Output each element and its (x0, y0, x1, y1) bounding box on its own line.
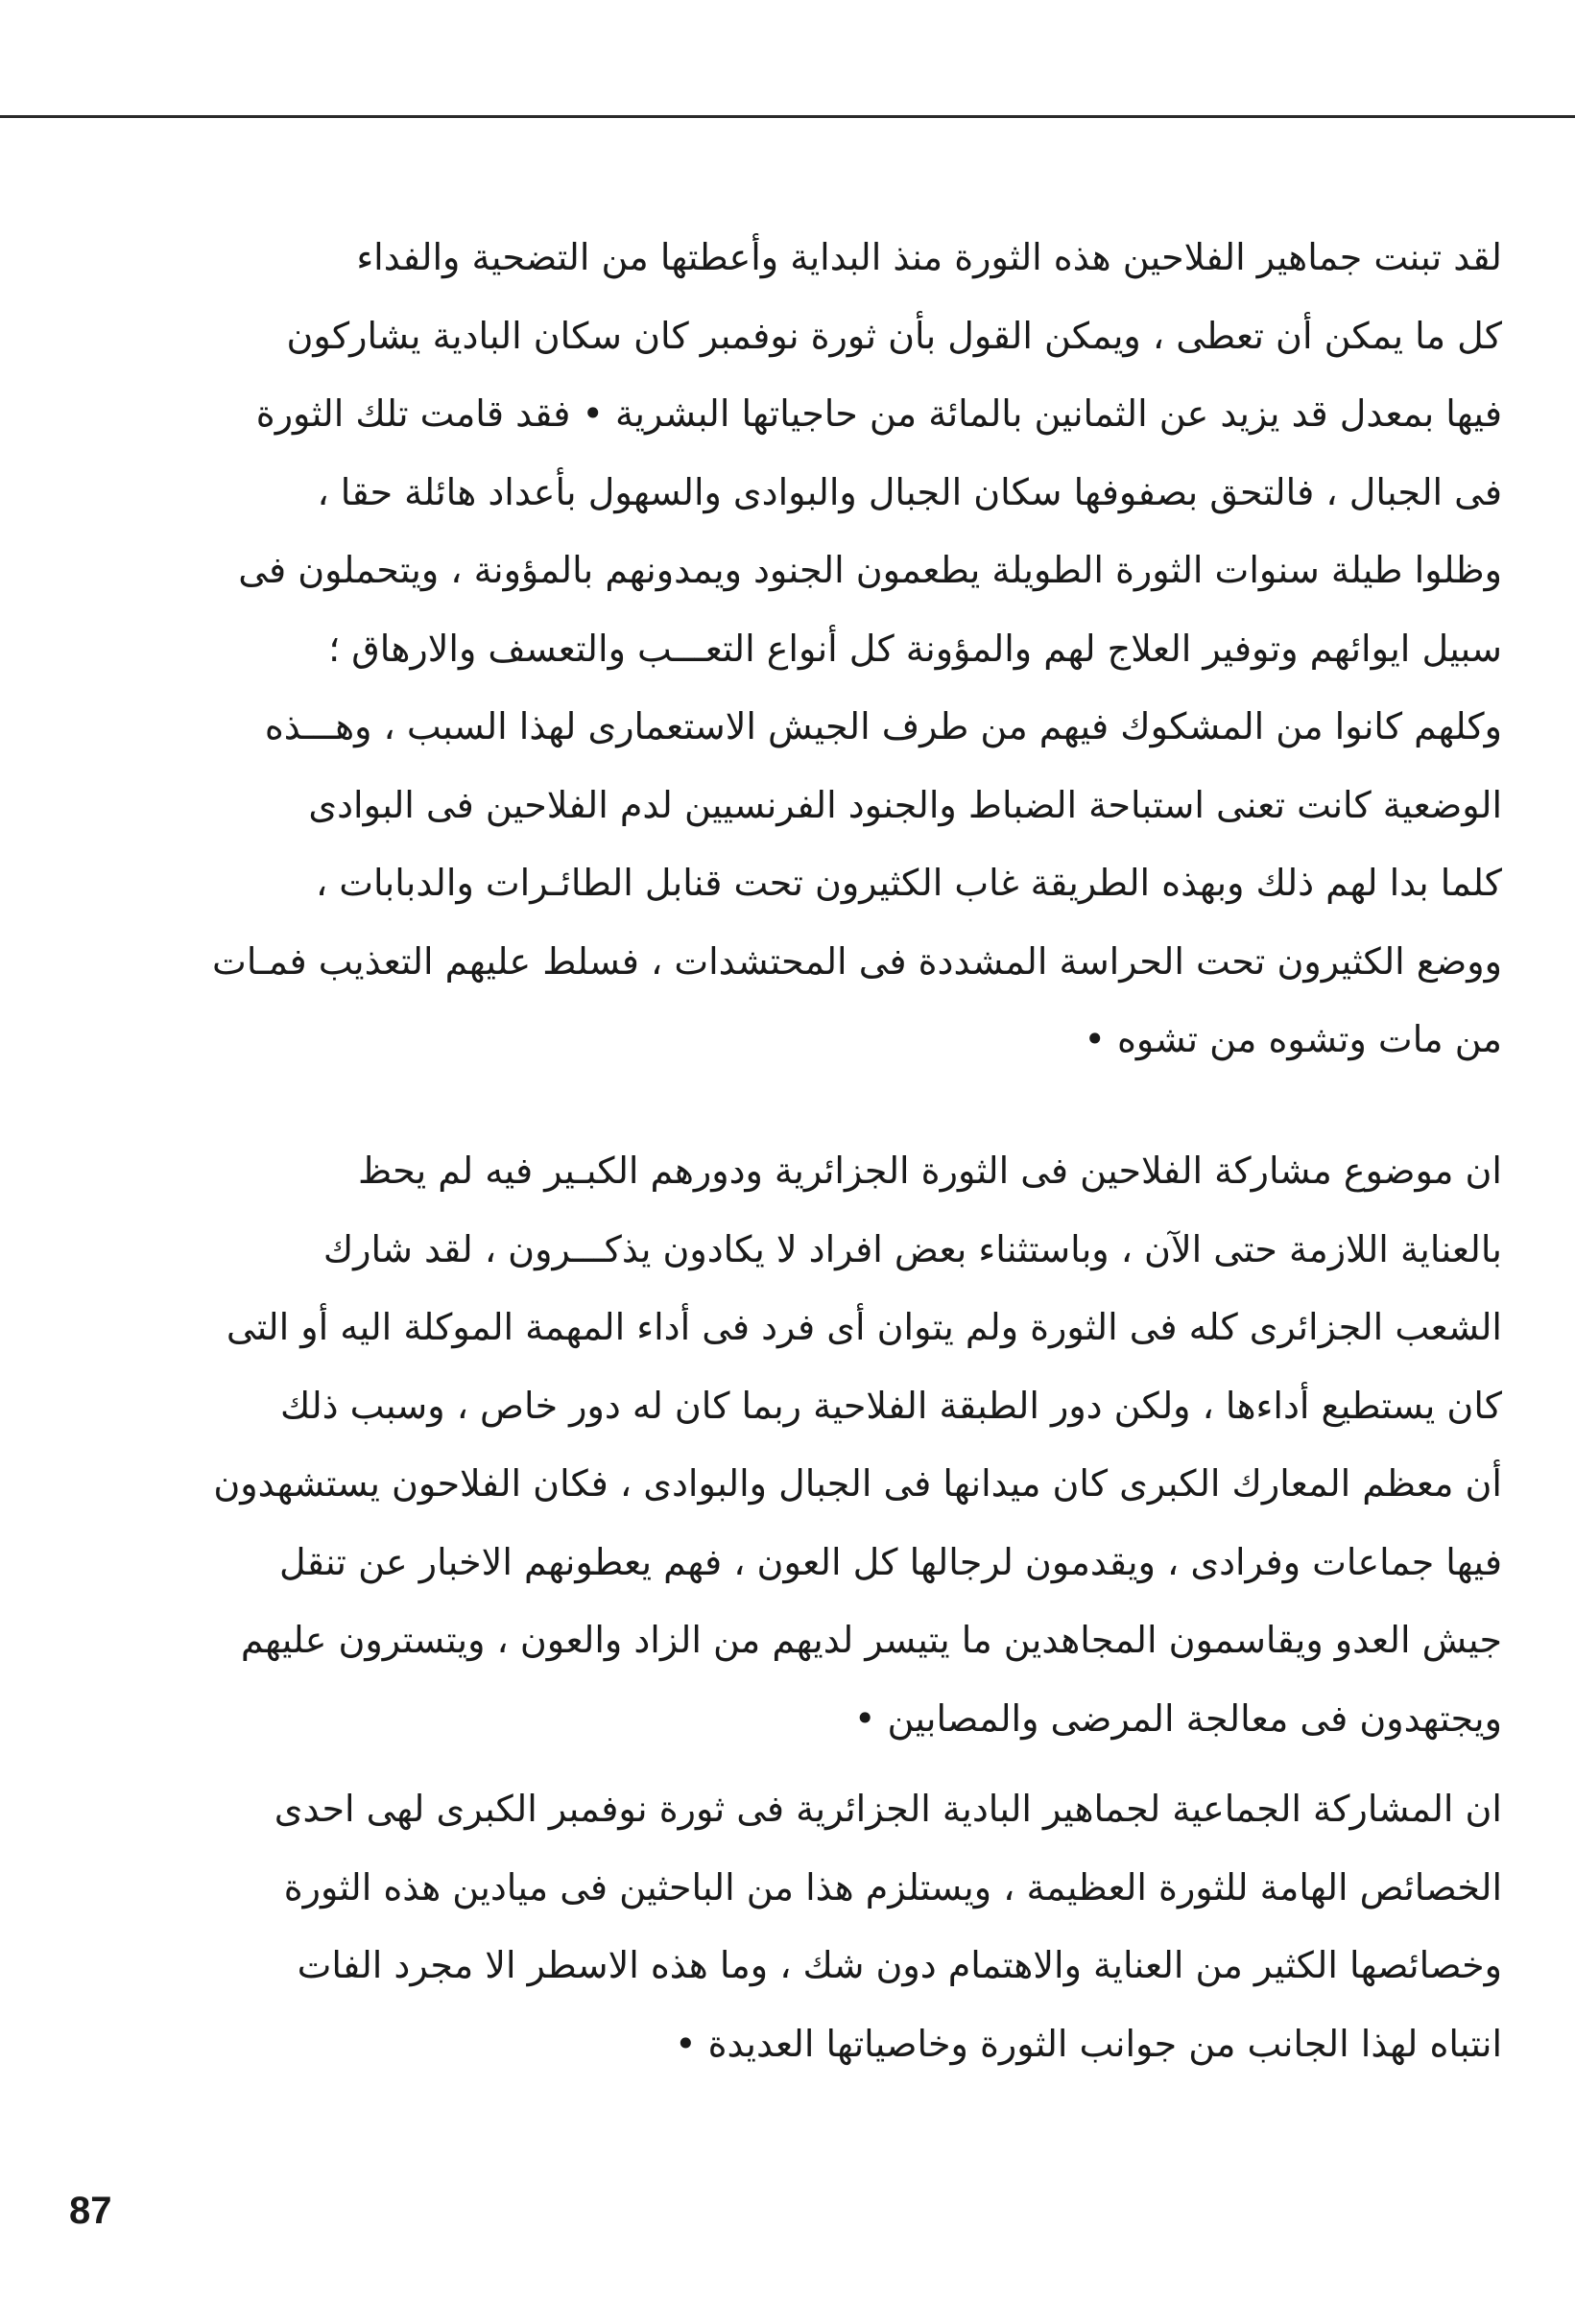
paragraph-1 (67, 219, 1502, 1079)
paragraph-2-text: ان موضوع مشاركة الفلاحين فى الثورة الجزائرية ودورهم الكبـير فيه لم يحظ بالعناية اللازمة حتى الآن ، وباستثناء بعض افراد لا يكادون يذكـــرون ، لقد شارك الشعب الجزائرى كله فى الثورة ولم يتوان أى فرد فى أداء المهمة الموكلة اليه أو التى كان يستطيع أداءها ، ولكن دور الطبقة الفلاحية ربما كان له دور خاص ، وسبب ذلك أن معظم المعارك الكبرى كان ميدانها فى الجبال والبوادى ، فكان الفلاحون يستشهدون فيها جماعات وفرادى ، ويقدمون لرجالها كل العون ، فهم يعطونهم الاخبار عن تنقل جيش العدو ويقاسمون المجاهدين ما يتيسر لديهم من الزاد والعون ، ويتسترون عليهم ويجتهدون فى معالجة المرضى والمصابين • (213, 1150, 1502, 1740)
paragraph-2 (67, 1132, 1502, 1758)
paragraph-3-text: ان المشاركة الجماعية لجماهير البادية الجزائرية فى ثورة نوفمبر الكبرى لهى احدى الخصائص الهامة للثورة العظيمة ، ويستلزم هذا من الباحثين فى ميادين هذه الثورة وخصائصها الكثير من العناية والاهتمام دون شك ، وما هذه الاسطر الا مجرد الفات انتباه لهذا الجانب من جوانب الثورة وخاصياتها العديدة • (274, 1788, 1502, 2065)
paragraph-1-text: لقد تبنت جماهير الفلاحين هذه الثورة منذ البداية وأعطتها من التضحية والفداء كل ما يمكن أن تعطى ، ويمكن القول بأن ثورة نوفمبر كان سكان البادية يشاركون فيها بمعدل قد يزيد عن الثمانين بالمائة من حاجياتها البشرية • فقد قامت تلك الثورة فى الجبال ، فالتحق بصفوفها سكان الجبال والبوادى والسهول بأعداد هائلة حقا ، وظلوا طيلة سنوات الثورة الطويلة يطعمون الجنود ويمدونهم بالمؤونة ، ويتحملون فى سبيل ايوائهم وتوفير العلاج لهم والمؤونة كل أنواع التعـــب والتعسف والارهاق ؛ وكلهم كانوا من المشكوك فيهم من طرف الجيش الاستعمارى لهذا السبب ، وهـــذه الوضعية كانت تعنى استباحة الضباط والجنود الفرنسيين لدم الفلاحين فى البوادى كلما بدا لهم ذلك وبهذه الطريقة غاب الكثيرون تحت قنابل الطائـرات والدبابات ، ووضع الكثيرون تحت الحراسة المشددة فى المحتشدات ، فسلط عليهم التعذيب فمـات من مات وتشوه من تشوه • (212, 236, 1502, 1060)
header-rule (0, 115, 1575, 118)
page-number: 87 (69, 2190, 112, 2232)
paragraph-3 (67, 1770, 1502, 2083)
